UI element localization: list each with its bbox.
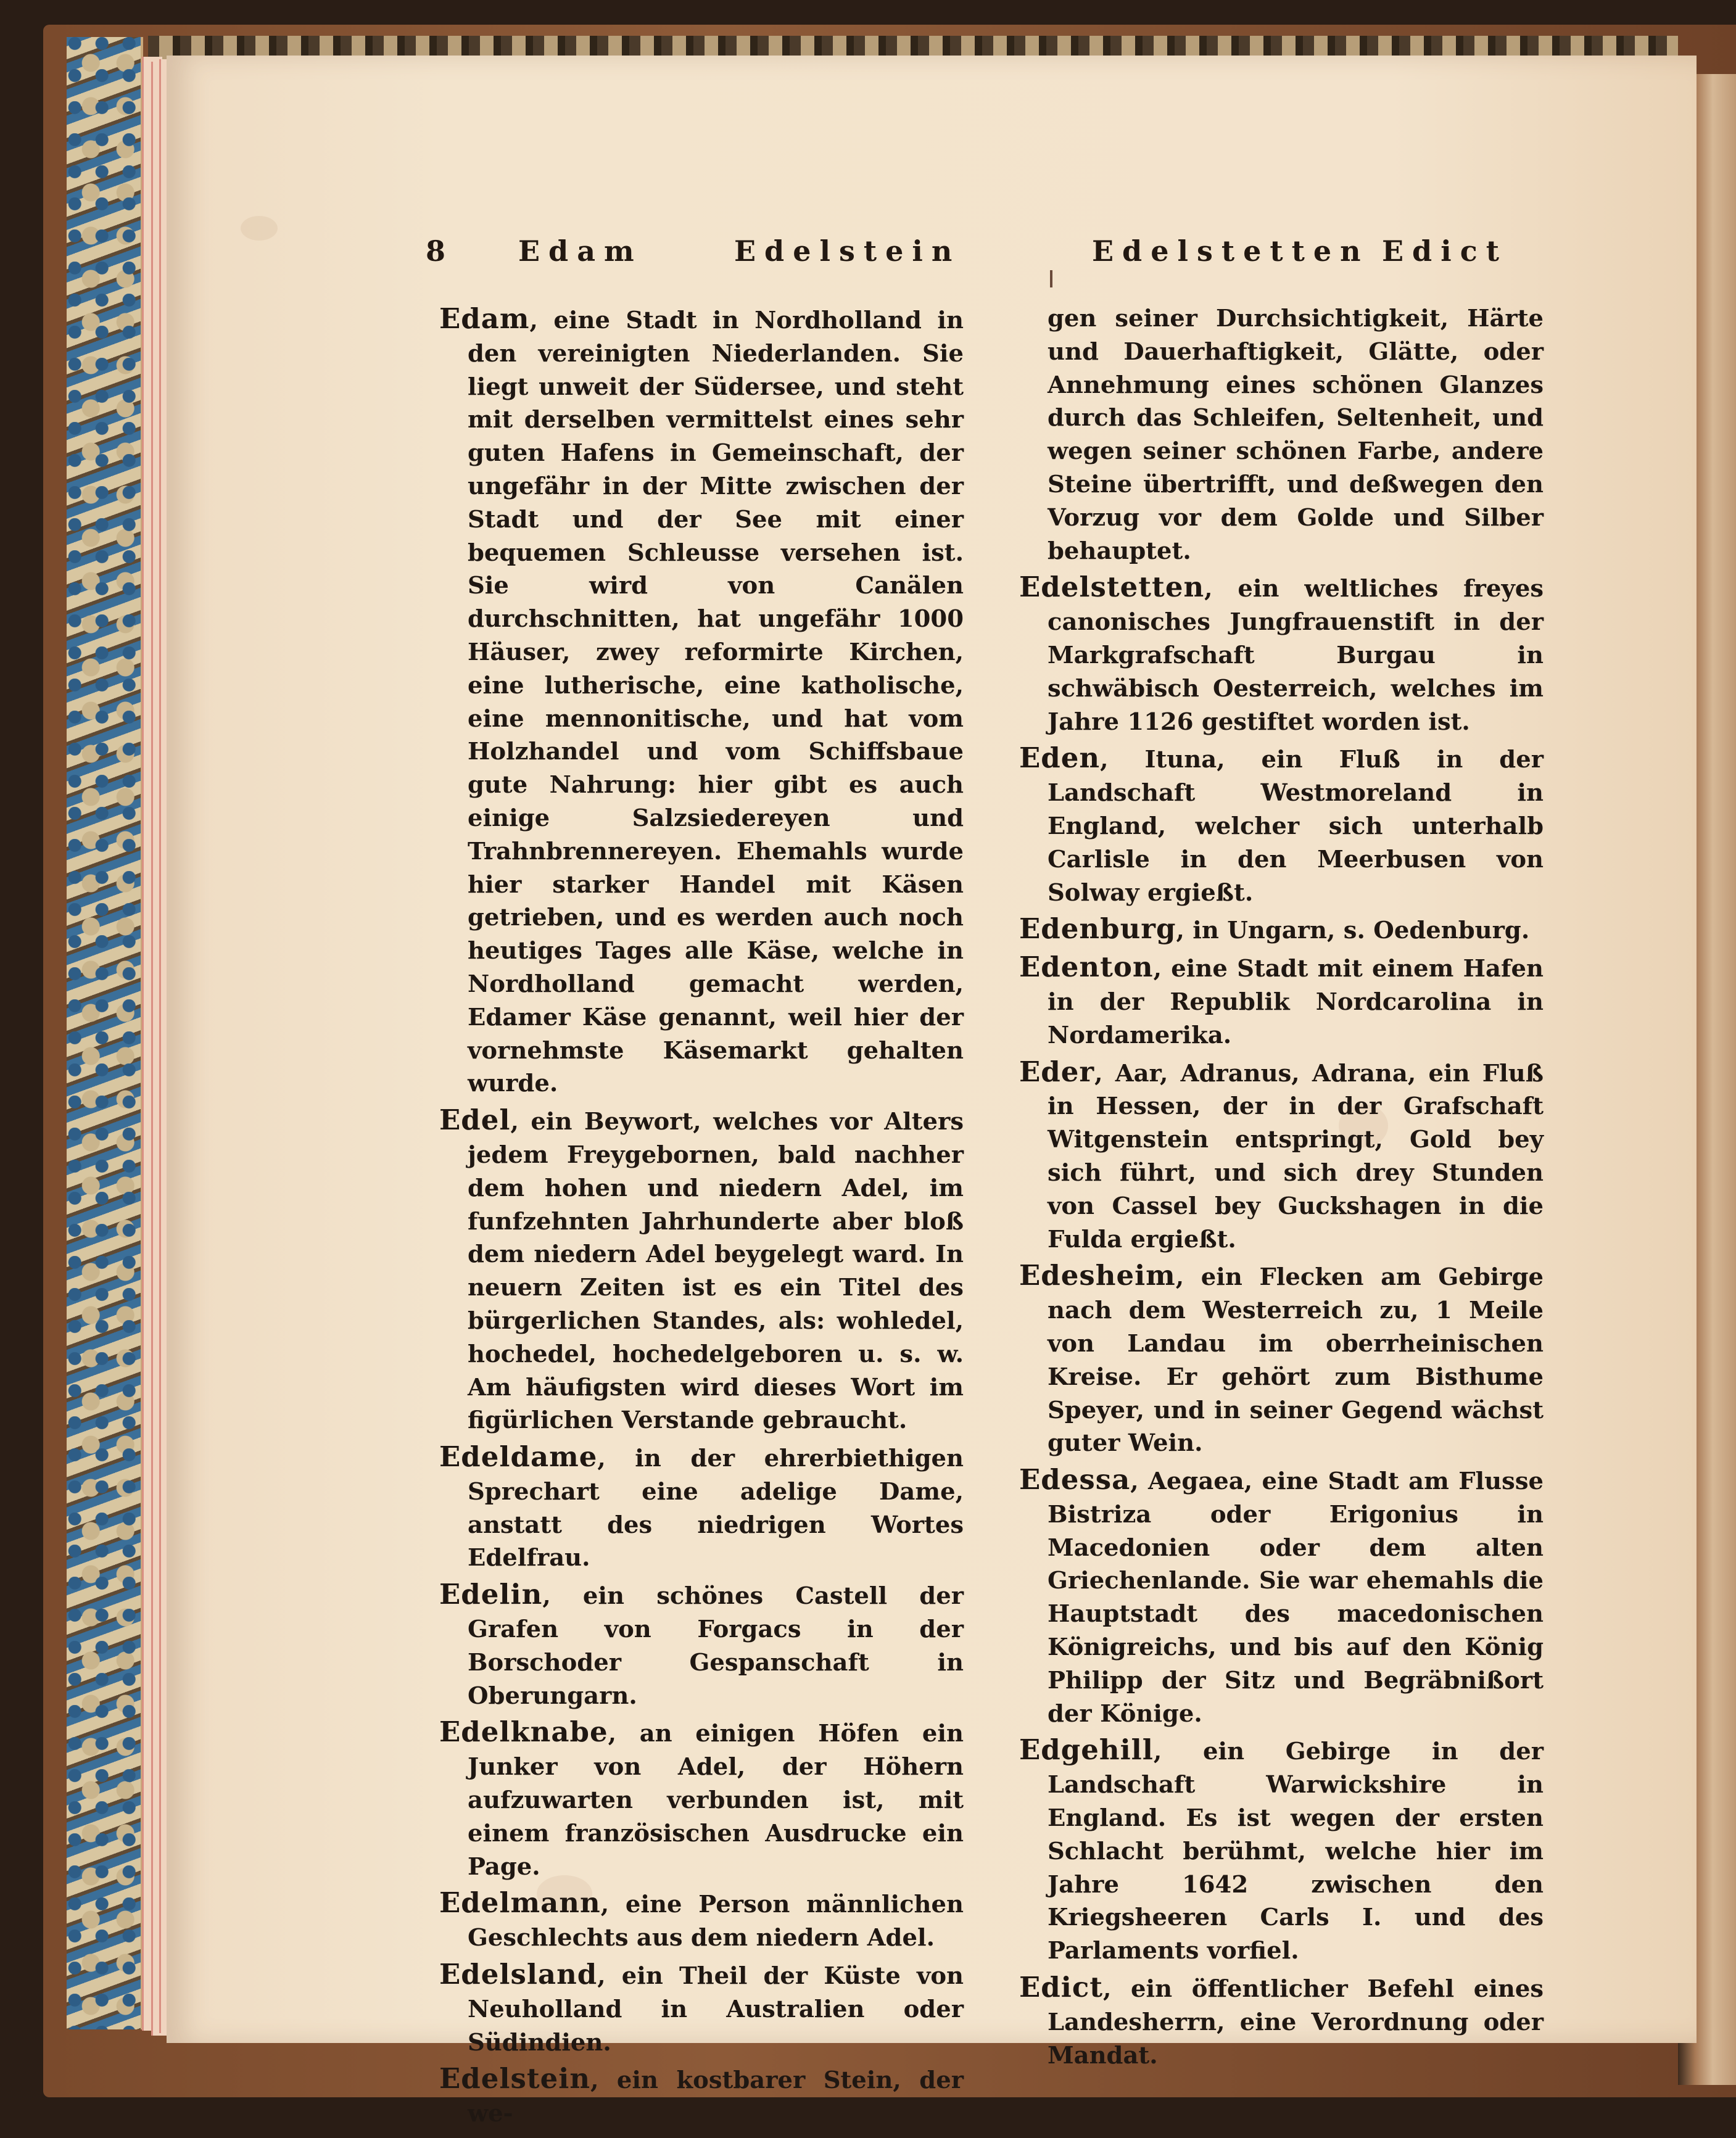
dictionary-entry [439,1440,964,1575]
running-head-word: Edam [518,234,643,268]
left-column [439,302,964,2134]
entry-term: Edict [1019,1971,1104,2004]
entry-text: , ein Flecken am Gebirge nach dem Westerreich zu, 1 Meile von Landau im oberrheinischen Kreise. Er gehört zum Bisthume Speyer, und in seiner Gegend wächst guter Wein. [1048,1263,1544,1458]
dictionary-entry [1019,571,1544,738]
entry-term: Edelsland [439,1958,598,1991]
running-head-word: Edelstetten [1092,234,1370,268]
dictionary-entry [439,1958,964,2059]
dictionary-entry [1019,1259,1544,1460]
entry-text: , an einigen Höfen ein Junker von Adel, der Höhern aufzuwarten verbunden ist, mit einem französischen Ausdrucke ein Page. [468,1720,964,1881]
ornament-mark [1050,270,1052,287]
entry-text: , ein kostbarer Stein, der we- [468,2066,964,2128]
entry-term: Edelmann [439,1886,601,1920]
entry-term: Edesheim [1019,1259,1176,1292]
entry-text: , in der ehrerbiethigen Sprechart eine adelige Dame, anstatt des niedrigen Wortes Edelfrau. [468,1445,964,1572]
entry-text: , ein schönes Castell der Grafen von Forgacs in der Borschoder Gespanschaft in Oberungarn. [468,1582,964,1710]
entry-text: , ein Gebirge in der Landschaft Warwickshire in England. Es ist wegen der ersten Schlacht berühmt, welche hier im Jahre 1642 zwischen den Kriegsheeren Carls I. und des Parlaments vorfiel. [1048,1738,1544,1965]
right-column [1019,302,1544,2075]
running-head-word: Edict [1382,234,1508,268]
entry-term: Edgehill [1019,1733,1154,1767]
entry-text: , Ituna, ein Fluß in der Landschaft Westmoreland in England, welcher sich unterhalb Carlisle in den Meerbusen von Solway ergießt. [1048,746,1544,907]
entry-term: Edel [439,1104,511,1137]
entry-term: Eden [1019,741,1101,775]
dictionary-entry [439,302,964,1100]
entry-text: , eine Stadt mit einem Hafen in der Republik Nordcarolina in Nordamerika. [1048,955,1544,1049]
entry-term: Edam [439,302,530,335]
entry-text: , ein Beywort, welches vor Alters jedem Freygebornen, bald nachher dem hohen und niedern Adel, im funfzehnten Jahrhunderte aber bloß dem niedern Adel beygelegt ward. In neuern Zeiten ist es ein Titel des bürgerlichen Standes, als: wohledel, hochedel, hochedelgeboren u. s. w. Am häufigsten wird dieses Wort im figürlichen Verstande gebraucht. [468,1108,964,1435]
entry-text: , Aegaea, eine Stadt am Flusse Bistriza oder Erigonius in Macedonien oder dem alten Griechenlande. Sie war ehemahls die Hauptstadt des macedonischen Königreichs, und bis auf den König Philipp der Sitz und Begräbnißort der Könige. [1048,1467,1544,1728]
entry-term: Eder [1019,1055,1095,1088]
entry-term: Edenburg [1019,912,1176,946]
entry-term: Edelstein [439,2062,591,2095]
running-head-word: Edelstein [734,234,961,268]
dictionary-entry [439,1886,964,1955]
entry-text: gen seiner Durchsichtigkeit, Härte und Dauerhaftigkeit, Glätte, oder Annehmung eines schönen Glanzes durch das Schleifen, Seltenheit, und wegen seiner schönen Farbe, andere Steine übertrifft, und deßwegen den Vorzug vor dem Golde und Silber behauptet. [1048,305,1544,565]
entry-term: Edeldame [439,1440,598,1474]
dictionary-entry [1019,302,1544,568]
entry-term: Edelknabe [439,1715,608,1749]
entry-text: , ein öffentlicher Befehl eines Landesherrn, eine Verordnung oder Mandat. [1048,1975,1544,2070]
dictionary-entry [1019,1055,1544,1257]
running-head [426,234,1508,271]
entry-text: , eine Stadt in Nordholland in den vereinigten Niederlanden. Sie liegt unweit der Südersee, und steht mit derselben vermittelst eines sehr guten Hafens in Gemeinschaft, der ungefähr in der Mitte zwischen der Stadt und der See mit einer bequemen Schleusse versehen ist. Sie wird von Canälen durchschnitten, hat ungefähr 1000 Häuser, zwey reformirte Kirchen, eine lutherische, eine katholische, eine mennonitische, und hat vom Holzhandel und vom Schiffsbaue gute Nahrung: hier gibt es auch einige Salzsiedereyen und Trahnbrennereyen. Ehemahls wurde hier starker Handel mit Käsen getrieben, und es werden auch noch heutiges Tages alle Käse, welche in Nordholland gemacht werden, Edamer Käse genannt, weil hier der vornehmste Käsemarkt gehalten wurde. [468,307,964,1098]
page-number: 8 [426,234,455,268]
dictionary-entry [439,1715,964,1883]
dictionary-entry [439,1104,964,1437]
dictionary-entry [439,2062,964,2131]
entry-text: , ein Theil der Küste von Neuholland in Australien oder Südindien. [468,1962,964,2057]
dictionary-entry [439,1578,964,1712]
dictionary-entry [1019,741,1544,909]
marbled-edge [67,37,143,2029]
entry-text: , ein weltliches freyes canonisches Jungfrauenstift in der Markgrafschaft Burgau in schwäbisch Oesterreich, welches im Jahre 1126 gestiftet worden ist. [1048,575,1544,736]
dictionary-entry [1019,912,1544,947]
dictionary-entry [1019,1971,1544,2072]
dictionary-entry [1019,951,1544,1052]
entry-term: Edelstetten [1019,571,1205,604]
entry-text: , eine Person männlichen Geschlechts aus dem niedern Adel. [468,1891,964,1952]
entry-text: , Aar, Adranus, Adrana, ein Fluß in Hessen, der in der Grafschaft Witgenstein entspringt, Gold bey sich führt, und sich drey Stunden von Cassel bey Guckshagen in die Fulda ergießt. [1048,1059,1544,1253]
entry-text: , in Ungarn, s. Oedenburg. [1176,917,1530,945]
entry-term: Edessa [1019,1463,1131,1496]
entry-term: Edenton [1019,951,1154,984]
dictionary-entry [1019,1463,1544,1730]
dictionary-entry [1019,1733,1544,1968]
entry-term: Edelin [439,1578,543,1611]
